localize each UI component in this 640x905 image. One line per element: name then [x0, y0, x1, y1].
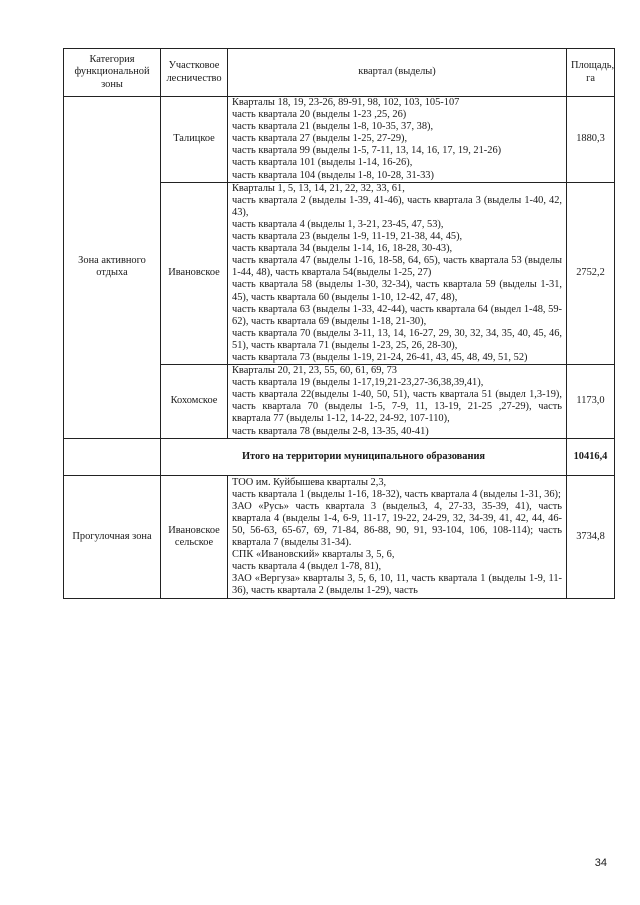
forestry-ivanovskoe-rural: Ивановское сельское — [161, 475, 228, 598]
block-line: часть квартала 47 (выделы 1-16, 18-58, 64, 65), часть квартала 53 (выделы 1-44, 48), часть квартала 54(выделы 1-25, 27) — [232, 255, 562, 279]
header-forestry: Участковое лесничество — [161, 49, 228, 97]
block-line: часть квартала 4 (выдел 1-78, 81), — [232, 561, 382, 573]
block-line: Кварталы 1, 5, 13, 14, 21, 22, 32, 33, 61, — [232, 182, 405, 194]
zone-walk-cell: Прогулочная зона — [64, 475, 161, 598]
header-row — [64, 49, 615, 97]
area-kokhomskoe: 1173,0 — [567, 365, 615, 439]
header-blocks: квартал (выделы) — [228, 49, 567, 97]
total-empty-cell — [64, 438, 161, 475]
block-line: часть квартала 27 (выделы 1-25, 27-29), — [232, 133, 408, 145]
block-line: часть квартала 19 (выделы 1-17,19,21-23,27-36,38,39,41), — [232, 377, 484, 389]
block-line: часть квартала 73 (выделы 1-19, 21-24, 26-41, 43, 45, 48, 49, 51, 52) — [232, 351, 528, 363]
block-line: часть квартала 101 (выделы 1-14, 16-26), — [232, 157, 413, 169]
row-talitskoe — [64, 97, 615, 183]
block-line: часть квартала 20 (выделы 1-23 ,25, 26) — [232, 109, 407, 121]
block-line: часть квартала 4 (выделы 1, 3-21, 23-45, 47, 53), — [232, 218, 444, 230]
block-line: часть квартала 99 (выделы 1-5, 7-11, 13, 14, 16, 17, 19, 21-26) — [232, 145, 502, 157]
area-ivanovskoe: 2752,2 — [567, 182, 615, 364]
block-line: СПК «Ивановский» кварталы 3, 5, 6, — [232, 549, 395, 561]
forestry-talitskoe: Талицкое — [161, 97, 228, 183]
block-line: часть квартала 34 (выделы 1-14, 16, 18-28, 30-43), — [232, 243, 453, 255]
block-line: часть квартала 70 (выделы 3-11, 13, 14, 16-27, 29, 30, 32, 34, 35, 40, 45, 46, 51), часть квартала 71 (выделы 1-23, 25, 26, 28-30), — [232, 327, 562, 351]
blocks-kokhomskoe — [228, 365, 567, 439]
block-line: часть квартала 22(выделы 1-40, 50, 51), часть квартала 51 (выдел 1,3-19), часть квартала 70 (выделы 1-5, 7-9, 11, 13-19, 21-25 ,27-29), часть квартала 77 (выделы 1-12, 14-22, 24-92, 107-110), — [232, 389, 562, 425]
blocks-ivanovskoe — [228, 182, 567, 364]
row-ivanovskoe-rural — [64, 475, 615, 598]
total-label: Итого на территории муниципального образования — [161, 438, 567, 475]
block-line: часть квартала 104 (выделы 1-8, 10-28, 31-33) — [232, 169, 434, 181]
block-line: ТОО им. Куйбышева кварталы 2,3, — [232, 476, 387, 488]
block-line: ЗАО «Русь» часть квартала 3 (выделы3, 4, 27-33, 35-39, 41), часть квартала 4 (выделы 1-4, 6-9, 11-17, 19-22, 24-29, 32, 34-39, 41, 42, 44, 46-50, 56-63, 65-67, 69, 71-84, 86-88, 90, 91, 93-104, 106, 108-114); часть квартала 7 (выделы 31-34). — [232, 500, 562, 549]
block-line: часть квартала 23 (выделы 1-9, 11-19, 21-38, 44, 45), — [232, 231, 463, 243]
forestry-ivanovskoe: Ивановское — [161, 182, 228, 364]
blocks-ivanovskoe-rural — [228, 475, 567, 598]
block-line: Кварталы 20, 21, 23, 55, 60, 61, 69, 73 — [232, 365, 397, 377]
area-talitskoe: 1880,3 — [567, 97, 615, 183]
header-area: Площадь, га — [567, 49, 615, 97]
zone-active-cell: Зона активного отдыха — [64, 97, 161, 439]
block-line: часть квартала 21 (выделы 1-8, 10-35, 37, 38), — [232, 121, 434, 133]
block-line: часть квартала 63 (выделы 1-33, 42-44), часть квартала 64 (выдел 1-48, 59-62), часть квартала 69 (выделы 1-18, 21-30), — [232, 303, 562, 327]
total-area: 10416,4 — [567, 438, 615, 475]
forestry-kokhomskoe: Кохомское — [161, 365, 228, 439]
block-line: часть квартала 1 (выделы 1-16, 18-32), часть квартала 4 (выделы 1-31, 36); — [232, 488, 561, 500]
block-line: ЗАО «Вергуза» кварталы 3, 5, 6, 10, 11, часть квартала 1 (выделы 1-9, 11-36), часть квартала 2 (выделы 1-29), часть — [232, 573, 562, 597]
blocks-talitskoe — [228, 97, 567, 183]
total-row — [64, 438, 615, 475]
forestry-zones-table — [63, 48, 615, 599]
block-line: часть квартала 58 (выделы 1-30, 32-34), часть квартала 59 (выделы 1-31, 45), часть квартала 60 (выделы 1-10, 12-42, 47, 48), — [232, 279, 562, 303]
page-number: 34 — [594, 857, 607, 869]
area-ivanovskoe-rural: 3734,8 — [567, 475, 615, 598]
block-line: часть квартала 2 (выделы 1-39, 41-46), часть квартала 3 (выделы 1-40, 42, 43), — [232, 194, 562, 218]
block-line: часть квартала 78 (выделы 2-8, 13-35, 40-41) — [232, 425, 429, 437]
block-line: Кварталы 18, 19, 23-26, 89-91, 98, 102, 103, 105-107 — [232, 97, 460, 108]
header-zone: Категория функциональной зоны — [64, 49, 161, 97]
